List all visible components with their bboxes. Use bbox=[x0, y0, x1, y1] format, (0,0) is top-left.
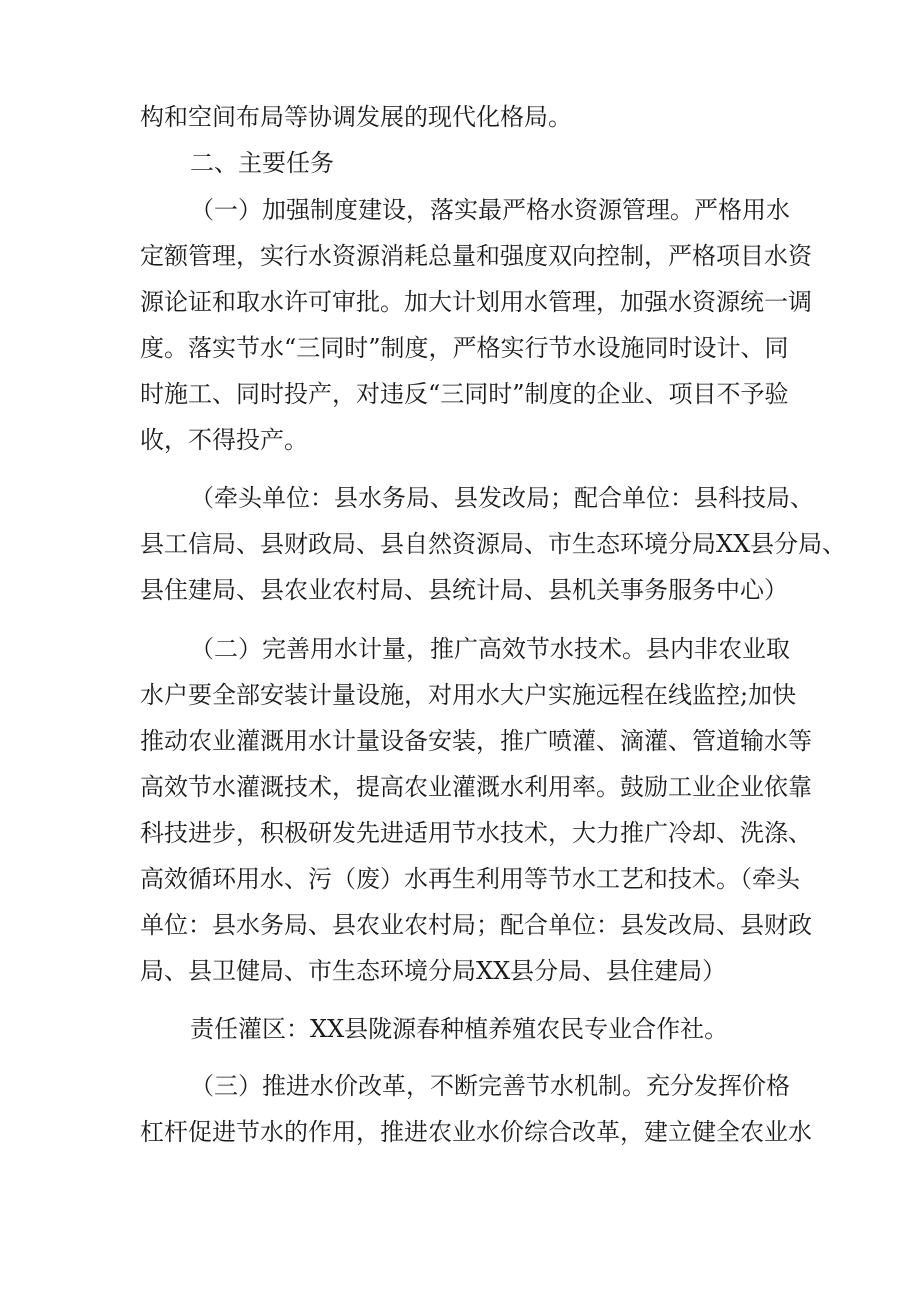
section-heading: 二、主要任务 bbox=[190, 149, 334, 177]
text-line: 责任灌区：XX县陇源春种植养殖农民专业合作社。 bbox=[190, 1015, 729, 1043]
text-line: 高效循环用水、污（废）水再生利用等节水工艺和技术。（牵头 bbox=[140, 865, 800, 893]
text-line: 高效节水灌溉技术，提高农业灌溉水利用率。鼓励工业企业依靠 bbox=[140, 773, 812, 801]
text-line: 科技进步，积极研发先进适用节水技术，大力推广冷却、洗涤、 bbox=[140, 819, 812, 847]
text-line: 杠杆促进节水的作用，推进农业水价综合改革，建立健全农业水 bbox=[140, 1118, 812, 1146]
text-line: 推动农业灌溉用水计量设备安装，推广喷灌、滴灌、管道输水等 bbox=[140, 727, 812, 755]
text-line: （牵头单位：县水务局、县发改局；配合单位：县科技局、 bbox=[190, 484, 814, 512]
text-line: 时施工、同时投产，对违反“三同时”制度的企业、项目不予验 bbox=[140, 380, 789, 408]
text-line: 水户要全部安装计量设施，对用水大户实施远程在线监控;加快 bbox=[140, 681, 797, 709]
text-line: 单位：县水务局、县农业农村局；配合单位：县发改局、县财政 bbox=[140, 911, 812, 939]
text-line: 源论证和取水许可审批。加大计划用水管理，加强水资源统一调 bbox=[140, 288, 812, 316]
text-line: （二）完善用水计量，推广高效节水技术。县内非农业取 bbox=[190, 635, 790, 663]
text-line: （一）加强制度建设，落实最严格水资源管理。严格用水 bbox=[190, 196, 790, 224]
text-line: 县住建局、县农业农村局、县统计局、县机关事务服务中心） bbox=[140, 576, 788, 604]
text-line: 收，不得投产。 bbox=[140, 426, 308, 454]
text-line: （三）推进水价改革，不断完善节水机制。充分发挥价格 bbox=[190, 1072, 790, 1100]
text-line: 局、县卫健局、市生态环境分局XX县分局、县住建局） bbox=[140, 957, 727, 985]
text-line: 度。落实节水“三同时”制度，严格实行节水设施同时设计、同 bbox=[140, 334, 789, 362]
text-line: 县工信局、县财政局、县自然资源局、市生态环境分局XX县分局、 bbox=[140, 530, 847, 558]
text-line: 定额管理，实行水资源消耗总量和强度双向控制，严格项目水资 bbox=[140, 242, 812, 270]
text-line: 构和空间布局等协调发展的现代化格局。 bbox=[140, 103, 572, 131]
